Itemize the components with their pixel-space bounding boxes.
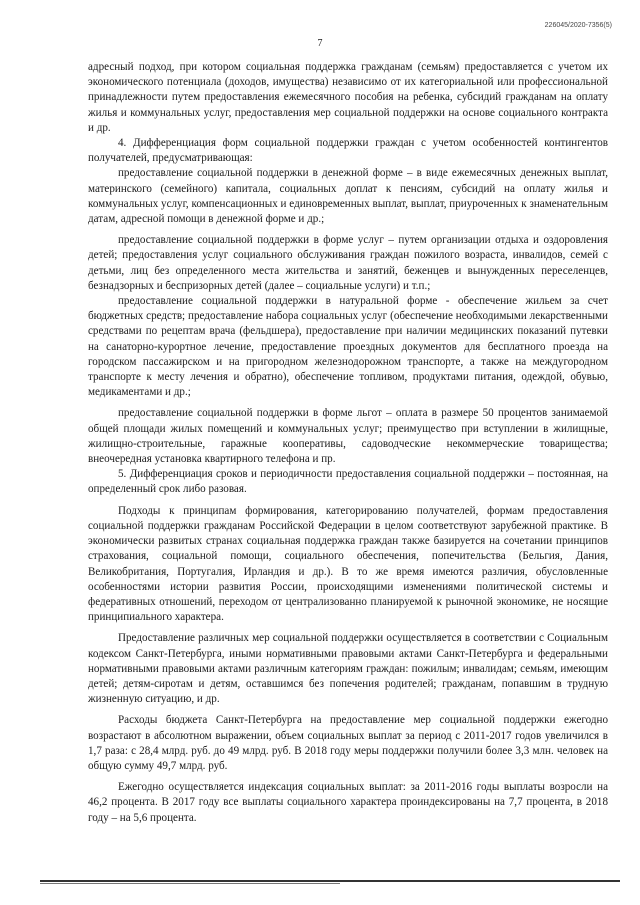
scan-edge-line (40, 883, 340, 884)
paragraph: Подходы к принципам формирования, категорированию получателей, формам предоставления социальной поддержки гражданам Российской Федерации в целом соответствуют зарубежной практике. В экономически развитых странах социальная поддержка граждан также базируется на сочетании принципов страхования, социальной помощи, социального обеспечения, попечительства (Бельгия, Дания, Великобритания, Португалия, Ирландия и др.). В то же время имеются различия, обусловленные особенностями истории развития России, происходящими изменениями политической системы и федеративных отношений, переходом от централизованно планируемой к рыночной экономике, не носящие принципиального характера. (88, 504, 608, 624)
paragraph: предоставление социальной поддержки в денежной форме – в виде ежемесячных денежных выплат, материнского (семейного) капитала, социальных доплат к пенсиям, субсидий на оплату жилья и коммунальных услуг, компенсационных и единовременных выплат, выплат, приуроченных к знаменательным датам, адресной помощи в денежной форме и др.; (88, 167, 608, 226)
paragraph: предоставление социальной поддержки в натуральной форме - обеспечение жильем за счет бюджетных средств; предоставление набора социальных услуг (обеспечение необходимыми лекарственными средствами по рецептам врача (фельдшера), предоставление при наличии медицинских показаний путевки на санаторно-курортное лечение, предоставление проездных документов для бесплатного проезда на городском пассажирском и на пригородном железнодорожном транспорте, а также на междугородном транспорте к месту лечения и обратно), обеспечение топливом, продуктами питания, одеждой, обувью, медикаментами и др.; (88, 295, 608, 399)
paragraph: предоставление социальной поддержки в форме услуг – путем организации отдыха и оздоровления детей; предоставления услуг социального обслуживания граждан пожилого возраста, инвалидов, семей с детьми, лиц без определенного места жительства и занятий, беженцев и вынужденных переселенцев, безнадзорных и беспризорных детей (далее – социальные услуги) и т.п.; (88, 234, 608, 292)
page-number: 7 (317, 38, 323, 49)
document-body (88, 60, 608, 826)
document-id: 226045/2020-7356(5) (544, 22, 612, 29)
paragraph: адресный подход, при котором социальная поддержка гражданам (семьям) предоставляется с учетом их экономического потенциала (доходов, имущества) независимо от их категориальной или профессиональной принадлежности путем предоставления ежемесячного пособия на ребенка, субсидий гражданам на оплату жилья и коммунальных услуг, предоставления мер социальной поддержки на основе социального контракта и др. (88, 61, 608, 134)
paragraph: 5. Дифференциация сроков и периодичности предоставления социальной поддержки – постоянная, на определенный срок либо разовая. (88, 468, 608, 496)
paragraph: Ежегодно осуществляется индексация социальных выплат: за 2011-2016 годы выплаты возросли на 46,2 процента. В 2017 году все выплаты социального характера проиндексированы на 7,7 процента, в 2018 году – на 5,6 процента. (88, 781, 608, 824)
paragraph: предоставление социальной поддержки в форме льгот – оплата в размере 50 процентов занимаемой общей площади жилых помещений и коммунальных услуг; преимущество при вступлении в жилищные, жилищно-строительные, гаражные кооперативы, садоводческие некоммерческие товарищества; внеочередная установка квартирного телефона и пр. (88, 407, 608, 466)
paragraph: Расходы бюджета Санкт-Петербурга на предоставление мер социальной поддержки ежегодно возрастают в абсолютном выражении, объем социальных выплат за период с 2011-2017 годов увеличился в 1,7 раза: с 28,4 млрд. руб. до 49 млрд. руб. В 2018 году меры поддержки получили более 3,3 млн. человек на общую сумму 49,7 млрд. руб. (88, 714, 608, 772)
scan-edge-line (40, 880, 620, 882)
paragraph: Предоставление различных мер социальной поддержки осуществляется в соответствии с Социальным кодексом Санкт-Петербурга, иными нормативными правовыми актами Санкт-Петербурга и федеральными нормативными правовыми актами различным категориям граждан: пожилым; инвалидам; семьям, имеющим детей; детям-сиротам и детям, оставшимся без попечения родителей; гражданам, попавшим в трудную жизненную ситуацию, и др. (88, 632, 608, 706)
paragraph: 4. Дифференциация форм социальной поддержки граждан с учетом особенностей контингентов получателей, предусматривающая: (88, 137, 608, 165)
